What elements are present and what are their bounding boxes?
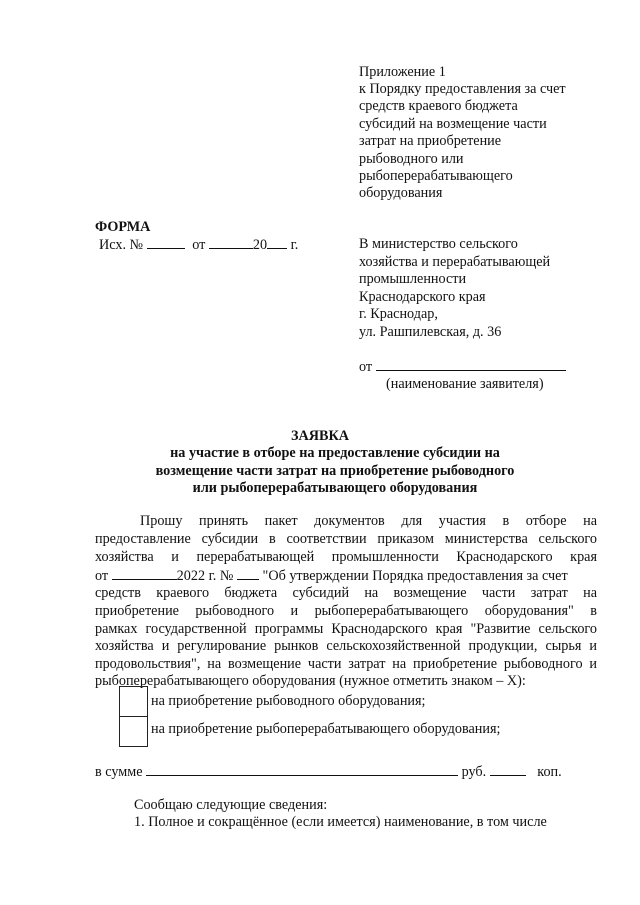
outgoing-year-prefix: 20 — [252, 237, 268, 253]
sum-kop-label: коп. — [537, 764, 562, 780]
order-year-label: 2022 г. № — [176, 568, 234, 584]
applicant-caption: (наименование заявителя) — [386, 376, 544, 392]
order-date-field[interactable] — [112, 567, 177, 580]
outgoing-number-field[interactable] — [147, 236, 185, 249]
appendix-line: к Порядку предоставления за счет — [359, 81, 566, 97]
body-line: предоставление субсидии в соответствии приказом министерства сельского — [95, 531, 597, 547]
outgoing-prefix: Исх. № — [99, 237, 144, 253]
applicant-name-field[interactable] — [376, 358, 566, 371]
order-number-field[interactable] — [237, 567, 259, 580]
appendix-line: затрат на приобретение — [359, 133, 502, 149]
order-from-label: от — [95, 568, 109, 584]
title-line: на участие в отборе на предоставление субсидии на — [170, 445, 500, 461]
outgoing-year-suffix: г. — [290, 237, 299, 253]
title-line: возмещение части затрат на приобретение рыбоводного — [155, 463, 515, 479]
option-fish-breeding-label: на приобретение рыбоводного оборудования; — [151, 693, 426, 709]
option-fish-breeding-checkbox[interactable] — [119, 686, 148, 717]
title-line: или рыбоперерабатывающего оборудования — [192, 480, 478, 496]
appendix-line: рыбоводного или — [359, 151, 464, 167]
body-line: продовольствия", на возмещение части затрат на приобретение рыбоводного и — [95, 656, 597, 672]
recipient-line: промышленности — [359, 271, 467, 287]
sum-prefix: в сумме — [95, 764, 143, 780]
recipient-line: Краснодарского края — [359, 289, 486, 305]
appendix-line: оборудования — [359, 185, 443, 201]
recipient-line: ул. Рашпилевская, д. 36 — [359, 324, 502, 340]
info-intro: Сообщаю следующие сведения: — [134, 797, 328, 813]
appendix-line: субсидий на возмещение части — [359, 116, 547, 132]
recipient-line: хозяйства и перерабатывающей — [359, 254, 551, 270]
applicant-line — [359, 358, 566, 376]
body-line: средств краевого бюджета субсидий на возмещение части затрат на — [95, 585, 597, 601]
sum-kop-field[interactable] — [490, 763, 526, 776]
appendix-line: Приложение 1 — [359, 64, 446, 80]
info-item-1: 1. Полное и сокращённое (если имеется) наименование, в том числе — [134, 814, 547, 830]
order-title: "Об утверждении Порядка предоставления за счет — [262, 568, 568, 584]
option-fish-processing-checkbox[interactable] — [119, 716, 148, 747]
sum-line — [95, 763, 562, 781]
body-line: хозяйства и регулирование рынков сельскохозяйственной продукции, сырья и — [95, 638, 597, 654]
body-line: рамках государственной программы Краснодарского края "Развитие сельского — [95, 621, 597, 637]
appendix-line: средств краевого бюджета — [359, 98, 518, 114]
sum-rub-label: руб. — [461, 764, 487, 780]
recipient-line: В министерство сельского — [359, 236, 518, 252]
outgoing-date-field[interactable] — [209, 236, 253, 249]
applicant-from-label: от — [359, 359, 373, 375]
document-title: ЗАЯВКА — [291, 428, 349, 444]
recipient-line: г. Краснодар, — [359, 306, 438, 322]
body-line: хозяйства и перерабатывающей промышленности Краснодарского края — [95, 549, 597, 565]
outgoing-number-line — [99, 236, 298, 254]
option-fish-processing-label: на приобретение рыбоперерабатывающего оборудования; — [151, 721, 501, 737]
form-label: ФОРМА — [95, 219, 151, 235]
outgoing-from: от — [192, 237, 206, 253]
body-line: приобретение рыбоводного и рыбоперерабатывающего оборудования" в — [95, 603, 597, 619]
appendix-line: рыбоперерабатывающего — [359, 168, 513, 184]
body-line-order — [95, 567, 568, 585]
sum-amount-field[interactable] — [146, 763, 458, 776]
body-line: Прошу принять пакет документов для участия в отборе на — [140, 513, 597, 529]
body-line: рыбоперерабатывающего оборудования (нужное отметить знаком – X): — [95, 673, 526, 689]
outgoing-year-field[interactable] — [267, 236, 287, 249]
